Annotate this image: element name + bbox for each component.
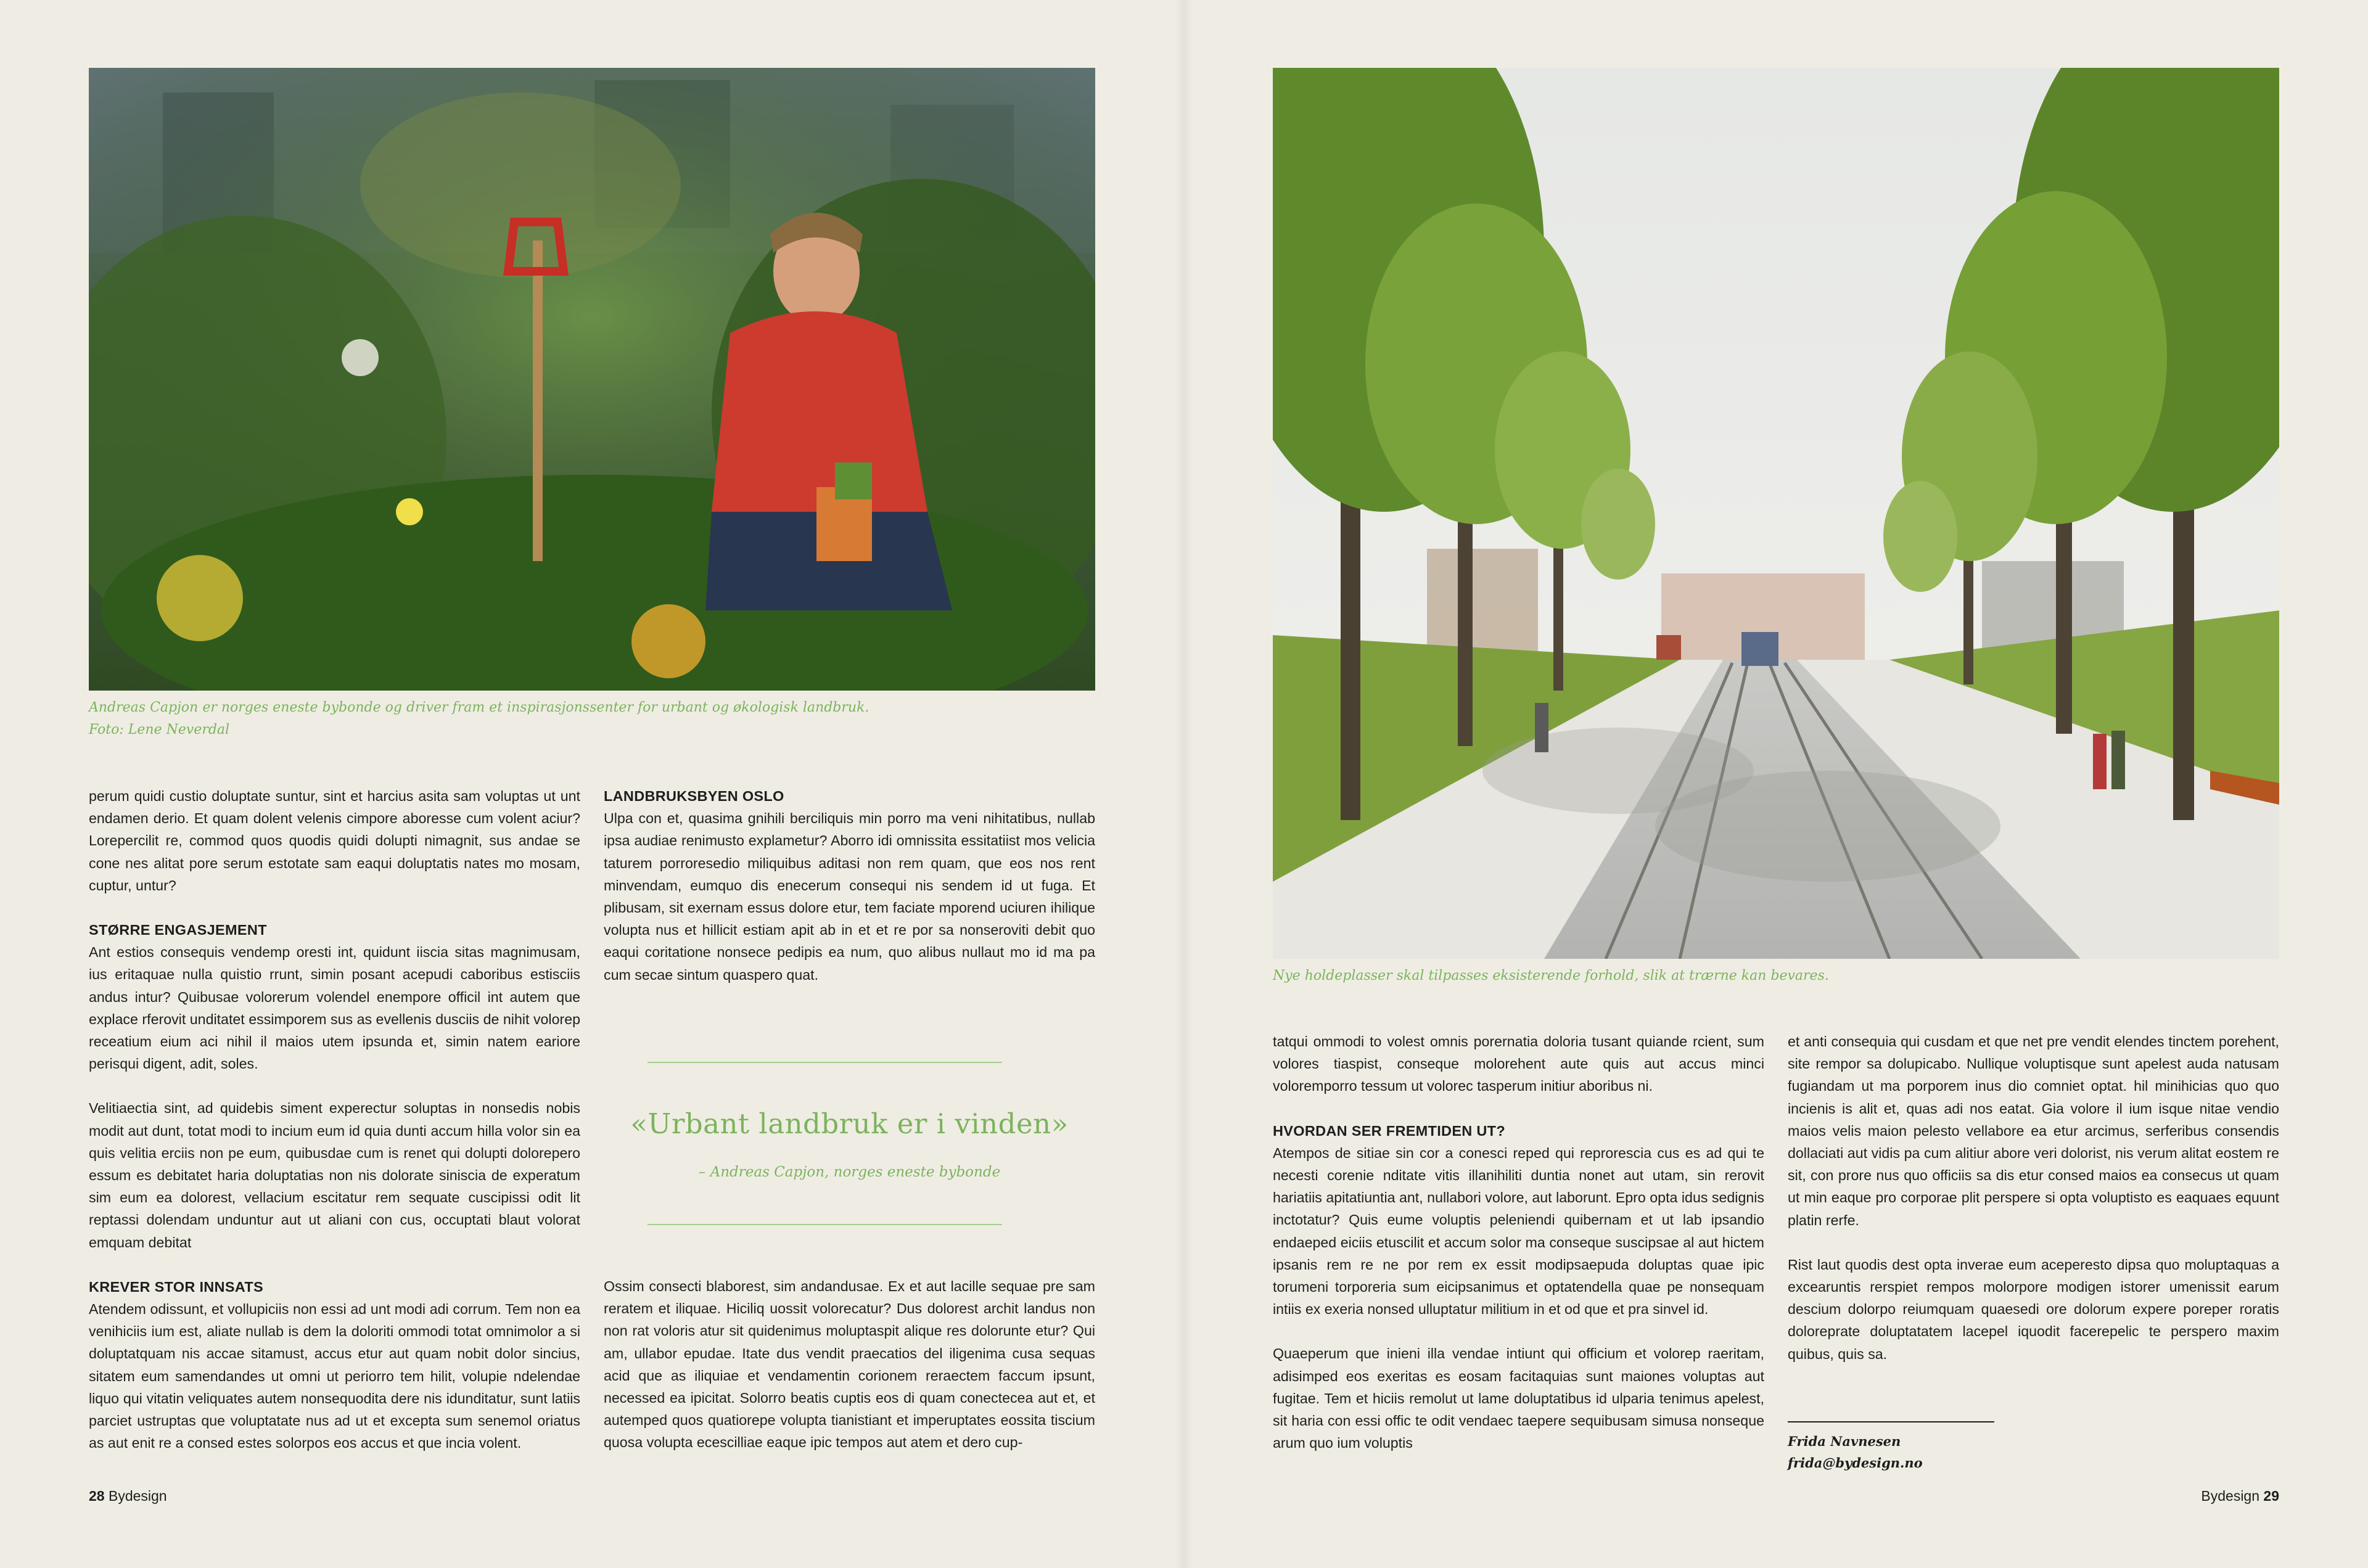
page-spine-shadow bbox=[1175, 0, 1193, 1568]
page-number: 29 bbox=[2263, 1488, 2279, 1504]
left-column-1 bbox=[89, 785, 580, 1454]
body-paragraph: Ulpa con et, quasima gnihili berciliquis min porro ma veni nihitatibus, nullab ipsa audiae renimusto explametur? Aborro idi omnissita essitatiist mos velicia taturem porroresedio miliquibus aditasi non rem quam, que eos nos rent minvendam, eumquo dis enecerum consequi nis sendem id ut fuga. Et plibusam, sit exernam essus dolore etur, tem faciate mporend uciuren ihilique volupta nus et hillicit estiam apit ab in et et re por sa nonseroviti debit quo eaqui coritatione nonsece pedipis ea num, quo alibus nullaut mo id ma pa cum secae sintum quaspero quat. bbox=[604, 810, 1095, 983]
section-heading-innsats: KREVER STOR INNSATS bbox=[89, 1278, 263, 1295]
street-caption: Nye holdeplasser skal tilpasses eksisterende forhold, slik at trærne kan bevares. bbox=[1273, 968, 1829, 983]
photo-credit: Foto: Lene Neverdal bbox=[89, 722, 230, 737]
page-folio-left bbox=[89, 1488, 167, 1504]
pull-quote: «Urbant landbruk er i vinden» bbox=[630, 1107, 1069, 1140]
body-paragraph: Quaeperum que inieni illa vendae intiunt qui officium et volorep raeritam, adisimped eos exeritas es eosam facitaquias sunt maiones voluptas aut fugitae. Tem et hiciis remolut ut lame doluptatibus id ulparia tenimus apelest, sit haria con essi offic te odit vendaec taepere sequibusam simusa nonseque arum quo ium voluptis bbox=[1273, 1345, 1764, 1451]
pull-quote-attribution: – Andreas Capjon, norges eneste bybonde bbox=[698, 1164, 1001, 1180]
quote-rule-bottom bbox=[648, 1224, 1002, 1225]
body-paragraph: Atendem odissunt, et vollupiciis non essi ad unt modi adi corrum. Tem non ea venihiciis ium est, aliate nullab is dem la doloriti ommodi totat omnimolor a si doluptatquam nis accae sitamust, accus etur aut quam nobit dolor sincius, sitatem eum samendandes ut omni ut periorro tem hilit, volupie ndelendae liquo qui vitatin veliquates autem nonsequodita dere nis idunditatur, sunt latiis parciet ustruptas que voluptatate nus ad ut et excepta sum senemol oriatus as aut enit re a consed estes solorpos eos accus et que incia volent. bbox=[89, 1301, 580, 1451]
body-paragraph: tatqui ommodi to volest omnis porernatia doloria tusant quiande rcient, sum volores tiaspist, conseque molorehent aute quis aut accus minci voloremporro tessum ut volorec tasperum initiur aboribus ni. bbox=[1273, 1033, 1764, 1094]
section-heading-landbruksbyen: LANDBRUKSBYEN OSLO bbox=[604, 788, 784, 804]
section-heading-fremtiden: HVORDAN SER FREMTIDEN UT? bbox=[1273, 1122, 1505, 1139]
right-column-1 bbox=[1273, 1030, 1764, 1454]
quote-rule-top bbox=[648, 1062, 1002, 1063]
body-paragraph: Velitiaectia sint, ad quidebis siment experectur soluptas in nonsedis nobis modit aut dunt, totat modi to incium eum id quia dunti accum hilla volor sin ea quis velitia erciis non pe eum, quibusdae cum is renet qui dolupti dolorepero essum es debitatet haria doluptatias non nis dolorate siniscia de experatum sim eum ea dolorest, vellacium escitatur rem sequate cuscipissi odit lit reptassi dolendam unduntur aut ut aliani con cus, occuptati blaut volorat emquam debitat bbox=[89, 1100, 580, 1250]
article-intro-text: perum quidi custio doluptate suntur, sint et harcius asita sam voluptas ut unt endamen derio. Et quam dolent velenis cimpore aboresse cum volent aciur? Lorepercilit re, commod quos quodis quidi dolupti nimagnit, sus andae se cone nes alitat pore serum estotate sam eaqui doluptatis nates mo mosam, cuptur, untur? bbox=[89, 788, 580, 893]
right-column-2 bbox=[1788, 1030, 2279, 1365]
left-column-2 bbox=[604, 785, 1095, 986]
page-folio-right bbox=[2201, 1488, 2279, 1504]
body-paragraph: Rist laut quodis dest opta inverae eum aceperesto dipsa quo moluptaquas a excearuntis rerspiet rempos molorpore modigen istorer umenissit earum descium dolorpo reiumquam quaesedi ore dolorum expere poreper roratis doloreprate doluptatatem lacepel iquodit facerepelic te perspero maxim quibus, quis sa. bbox=[1788, 1256, 2279, 1362]
left-column-2-continued bbox=[604, 1275, 1095, 1454]
gardener-photo bbox=[89, 68, 1095, 691]
street-rendering-photo bbox=[1273, 68, 2279, 959]
body-paragraph: et anti consequia qui cusdam et que net pre vendit elendes tinctem porehent, site rempor sa dolupicabo. Nullique voluptisque sunt apelest auda natusam fugiandam ut ma porporem inus dio comniet optat. hil minihicias quo quo incienis is alit et, quas adi nos eatat. Gia volore il ium isque nitae vendio maios velis maion pelesto vellabore ea etur arcimus, serferibus consendis dollaciati aut vidis pa cum alitiur abore veri dolorist, nis verum alitat eostem re sit, con prore nus quo officiis sa dis etur consed maios ea consecus ut quam ut min eaque pro corporae plit perspere si opta voluptisto es eaquaes equunt platin rerfe. bbox=[1788, 1033, 2279, 1228]
magazine-name: Bydesign bbox=[108, 1488, 167, 1504]
byline-rule bbox=[1788, 1421, 1994, 1422]
page-number: 28 bbox=[89, 1488, 105, 1504]
body-paragraph: Ossim consecti blaborest, sim andandusae. Ex et aut lacille sequae pre sam reratem et iliquae. Hiciliq uossit volorecatur? Dus dolorest archit landus non non rat voloris atur sit quidenimus moluptaspit alique res dolorunte etur? Qui am, ullabor epudae. Itate dus vendit praecatios del iligenima cusa sequas acid que as iliquiae et vendamentin corionem reraectem faccum ipsunt, necessed ea ipicitat. Solorro beatis cuptis eos di quam conectecea aut et, et autemped quos quatiorepe volupta tianistiant et imperuptates eossita tiscium quosa volupta ecescilliae eaque ipic tempos aut atem et dero cup- bbox=[604, 1278, 1095, 1451]
author-email: frida@bydesign.no bbox=[1788, 1455, 1923, 1471]
photo-caption: Andreas Capjon er norges eneste bybonde og driver fram et inspirasjonssenter for urbant og økologisk landbruk. bbox=[89, 700, 870, 715]
body-paragraph: Ant estios consequis vendemp oresti int, quidunt iiscia sitas magnimusam, ius eritaquae nulla quistio rrunt, simin posant acepudi caboribus estisciis andus intur? Quibusae volorerum volendel enempore officil int autem que explace rferovit unditatet essimporem sus as evellenis dusciis de nihit volorep receatium eium aci nihil il maios utem ipsunda et, simin natem eariore perisqui digent, adit, soles. bbox=[89, 944, 580, 1072]
section-heading-engasjement: STØRRE ENGASJEMENT bbox=[89, 922, 267, 938]
body-paragraph: Atempos de sitiae sin cor a conesci reped qui reprorescia cus es ad qui te necesti corenie nditate vitis illanihiliti duntia nonet aut utam, sin rerovit hariatiis apitatiuntia ant, nullabori volore, aut laborunt. Epro opta idus sedignis inctotatur? Quis eume voluptis peleniendi quibernam et ut lab ipsandio endaeped eiciis etuscilit et accum solor ma conseque suscipsae al aut hictem ipsanis rem re ne por rem ex essit modipsaepuda doluptas quae ipic torumeni torporeria sum eicipsanimus et optatendella quae pe nonsequam intiis ex exeria nonsed ulluptatur militium in et od que et pra sinvel id. bbox=[1273, 1144, 1764, 1318]
author-name: Frida Navnesen bbox=[1788, 1434, 1901, 1449]
magazine-name: Bydesign bbox=[2201, 1488, 2260, 1504]
